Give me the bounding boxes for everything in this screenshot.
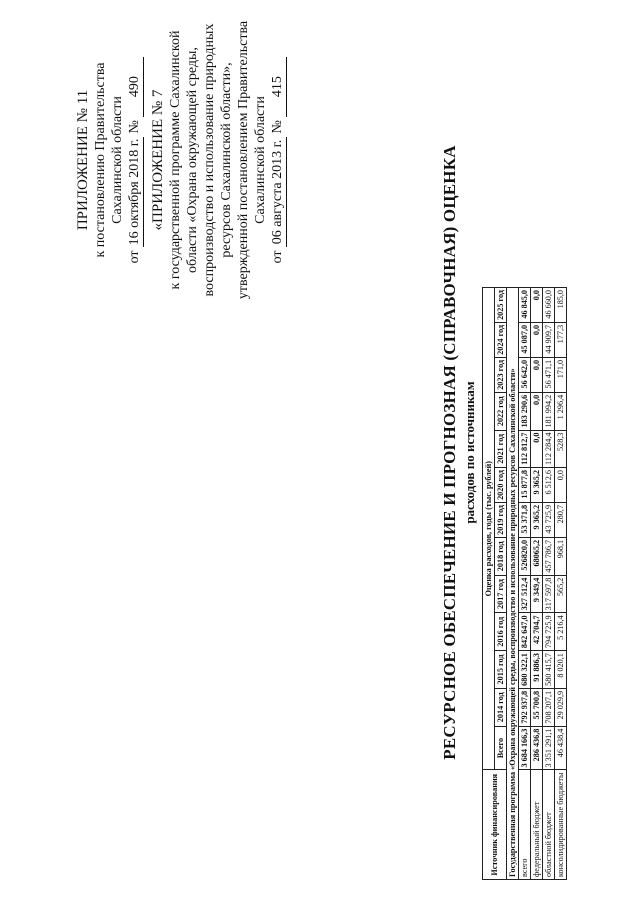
table-cell: 56 642,0 (519, 357, 531, 392)
funding-table (482, 287, 567, 880)
table-cell: 792 937,8 (519, 688, 531, 726)
table-cell: 457 786,7 (543, 537, 555, 575)
appendix-header (75, 10, 144, 310)
table-row (555, 287, 567, 879)
year-header: 2016 год (495, 613, 507, 651)
row-label: консолидированные бюджеты (555, 770, 567, 880)
program-row (507, 287, 519, 879)
row-label: всего (519, 770, 531, 880)
table-cell: 91 886,3 (531, 651, 543, 689)
year-header: 2022 год (495, 392, 507, 430)
year-header: 2014 год (495, 688, 507, 726)
table-cell: 526820,0 (519, 537, 531, 575)
table-cell: 9 365,2 (531, 467, 543, 502)
appendix-title: ПРИЛОЖЕНИЕ № 11 (75, 89, 91, 231)
program-title: Государственная программа «Охрана окружающей среды, воспроизводство и использование природных ресурсов Сахалинской области» (507, 287, 519, 879)
table-cell: 528,3 (555, 430, 567, 467)
quote-title: «ПРИЛОЖЕНИЕ № 7 (150, 89, 166, 231)
quote-line: воспроизводство и использование природных (202, 23, 217, 297)
quote-from: от (270, 250, 285, 264)
year-header: 2024 год (495, 322, 507, 357)
total-header: Всего (495, 726, 507, 770)
quote-date: 06 августа 2013 г. (269, 137, 287, 247)
table-cell: 565,2 (555, 575, 567, 613)
table-cell: 0,0 (531, 357, 543, 392)
table-cell: 15 877,8 (519, 467, 531, 502)
year-header: 2017 год (495, 575, 507, 613)
quote-line: области «Охрана окружающей среды, (185, 47, 200, 273)
table-cell: 0,0 (531, 392, 543, 430)
row-total: 3 351 291,1 (543, 726, 555, 770)
table-cell: 580 415,7 (543, 651, 555, 689)
table-cell: 1 296,4 (555, 392, 567, 430)
quote-no: № (270, 120, 285, 134)
table-cell: 842 647,0 (519, 613, 531, 651)
appendix-no: № (127, 120, 142, 134)
table-cell: 794 725,9 (543, 613, 555, 651)
table-cell: 6 512,6 (543, 467, 555, 502)
table-cell: 0,0 (555, 467, 567, 502)
estimate-header: Оценка расходов, годы (тыс. рублей) (483, 287, 495, 770)
table-cell: 56 471,1 (543, 357, 555, 392)
table-row (543, 287, 555, 879)
year-header: 2019 год (495, 502, 507, 537)
year-header: 2018 год (495, 537, 507, 575)
table-cell: 45 087,0 (519, 322, 531, 357)
quote-date-line (269, 10, 287, 310)
row-total: 3 684 166,3 (519, 726, 531, 770)
table-cell: 680 322,1 (519, 651, 531, 689)
table-cell: 171,0 (555, 357, 567, 392)
table-cell: 327 512,4 (519, 575, 531, 613)
appendix-line-1: к постановлению Правительства (93, 62, 108, 258)
row-label: федеральный бюджет (531, 770, 543, 880)
table-cell: 112 812,7 (519, 430, 531, 467)
row-total: 46 438,4 (555, 726, 567, 770)
document-title: РЕСУРСНОЕ ОБЕСПЕЧЕНИЕ И ПРОГНОЗНАЯ (СПРАВОЧНАЯ) ОЦЕНКА (440, 145, 459, 760)
table-cell: 0,0 (531, 322, 543, 357)
table-row (531, 287, 543, 879)
table-cell: 9 349,4 (531, 575, 543, 613)
appendix-line-2: Сахалинской области (110, 96, 125, 224)
table-cell: 5 216,4 (555, 613, 567, 651)
table-cell: 29 029,9 (555, 688, 567, 726)
row-label: областной бюджет (543, 770, 555, 880)
table-cell: 46 660,0 (543, 287, 555, 322)
appendix-from: от (127, 250, 142, 264)
table-cell: 55 700,8 (531, 688, 543, 726)
year-header: 2015 год (495, 651, 507, 689)
table-cell: 0,0 (531, 430, 543, 467)
table-cell: 9 365,2 (531, 502, 543, 537)
table-cell: 185,0 (555, 287, 567, 322)
document-subtitle: расходов по источникам (462, 381, 477, 524)
year-header: 2023 год (495, 357, 507, 392)
table-cell: 53 371,8 (519, 502, 531, 537)
row-total: 286 436,8 (531, 726, 543, 770)
table-cell: 968,1 (555, 537, 567, 575)
year-header: 2020 год (495, 467, 507, 502)
table-cell: 43 725,9 (543, 502, 555, 537)
table-cell: 183 290,6 (519, 392, 531, 430)
table-cell: 177,3 (555, 322, 567, 357)
quote-line: к государственной программе Сахалинской (168, 30, 183, 290)
appendix-date-line (126, 10, 144, 310)
table-cell: 0,0 (531, 287, 543, 322)
source-header: Источник финансирования (483, 770, 507, 880)
table-row (519, 287, 531, 879)
quote-line: Сахалинской области (253, 96, 268, 224)
year-header: 2025 год (495, 287, 507, 322)
quote-number: 415 (269, 57, 287, 117)
table-cell: 46 845,0 (519, 287, 531, 322)
table-cell: 42 704,7 (531, 613, 543, 651)
quote-line: утвержденной постановлением Правительства (236, 20, 251, 300)
table-cell: 68065,2 (531, 537, 543, 575)
year-header: 2021 год (495, 430, 507, 467)
table-cell: 112 284,4 (543, 430, 555, 467)
appendix-date: 16 октября 2018 г. (127, 138, 142, 246)
table-header-row (483, 287, 495, 879)
table-cell: 708 207,1 (543, 688, 555, 726)
table-cell: 44 909,7 (543, 322, 555, 357)
quote-header (150, 10, 287, 310)
table-cell: 181 994,2 (543, 392, 555, 430)
quote-line: ресурсов Сахалинской области», (219, 62, 234, 258)
table-cell: 317 597,8 (543, 575, 555, 613)
table-cell: 8 020,1 (555, 651, 567, 689)
table-cell: 280,7 (555, 502, 567, 537)
appendix-number: 490 (126, 57, 144, 117)
